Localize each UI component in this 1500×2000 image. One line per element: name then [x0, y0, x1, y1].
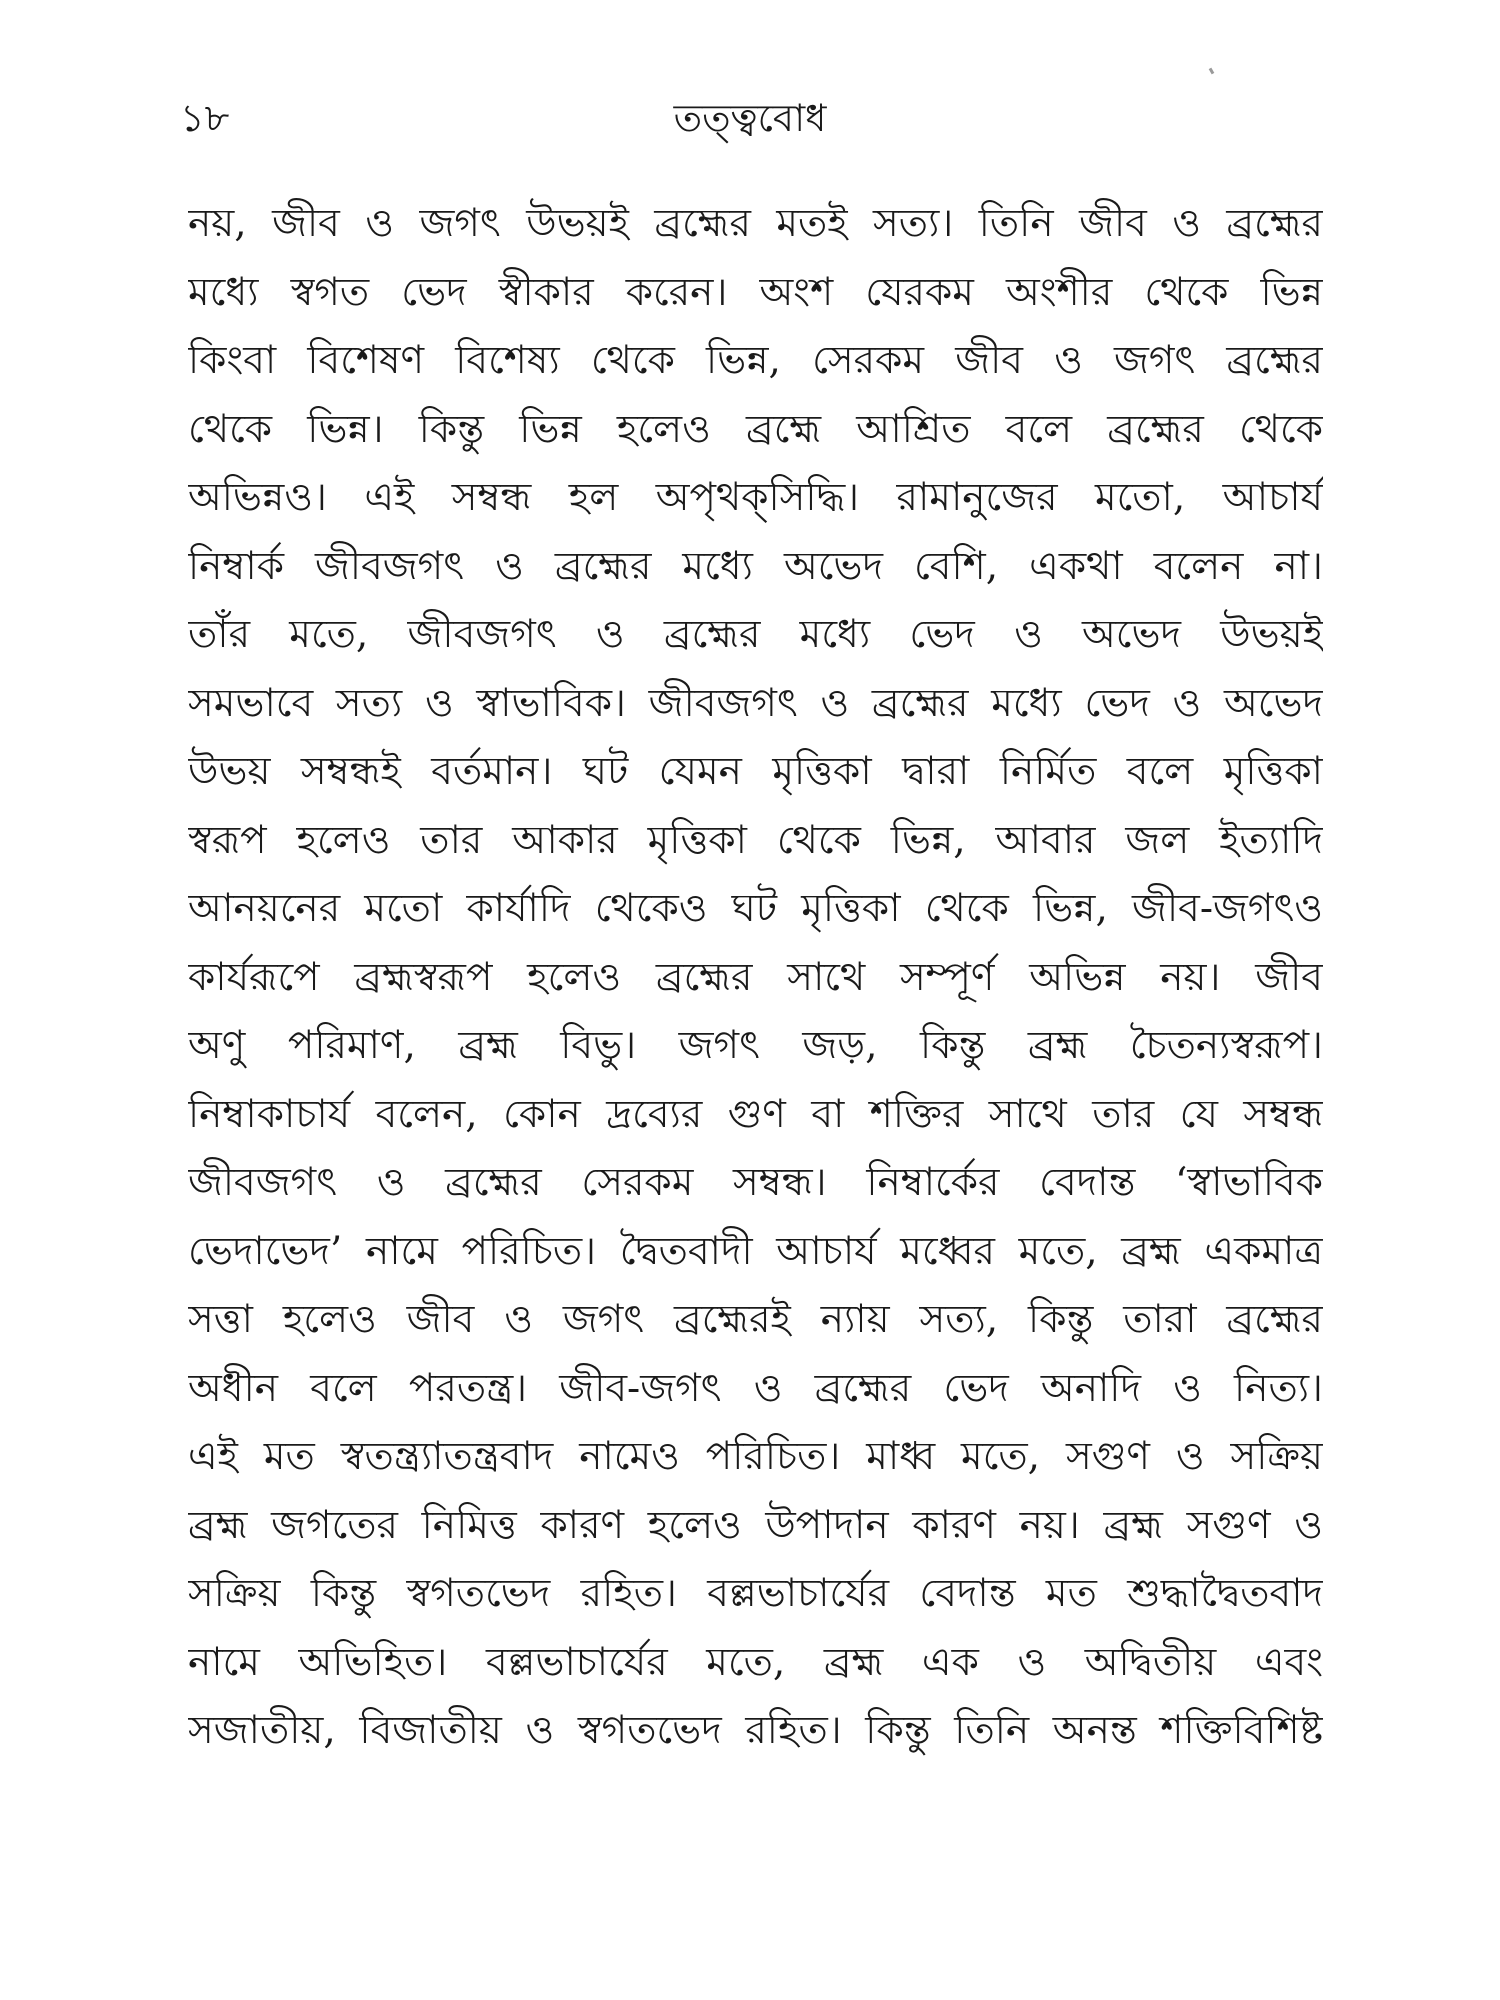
text-line: নয়, জীব ও জগৎ উভয়ই ব্রহ্মের মতই সত্য। তিনি জীব ও ব্রহ্মের [188, 201, 1323, 246]
text-line: অভিন্নও। এই সম্বন্ধ হল অপৃথক্‌সিদ্ধি। রামানুজের মতো, আচার্য [188, 475, 1323, 520]
text-line: থেকে ভিন্ন। কিন্তু ভিন্ন হলেও ব্রহ্মে আশ্রিত বলে ব্রহ্মের থেকে [188, 406, 1323, 452]
text-line: সজাতীয়, বিজাতীয় ও স্বগতভেদ রহিত। কিন্তু তিনি অনন্ত শক্তিবিশিষ্ট [188, 1708, 1323, 1753]
text-line: ভেদাভেদ’ নামে পরিচিত। দ্বৈতবাদী আচার্য মধ্বের মতে, ব্রহ্ম একমাত্র [188, 1228, 1323, 1274]
scan-speck [1209, 68, 1215, 75]
text-line: জীবজগৎ ও ব্রহ্মের সেরকম সম্বন্ধ। নিম্বার্কের বেদান্ত ‘স্বাভাবিক [188, 1160, 1323, 1205]
text-line: মধ্যে স্বগত ভেদ স্বীকার করেন। অংশ যেরকম অংশীর থেকে ভিন্ন [188, 269, 1323, 315]
text-line: কার্যরূপে ব্রহ্মস্বরূপ হলেও ব্রহ্মের সাথে সম্পূর্ণ অভিন্ন নয়। জীব [188, 954, 1323, 1000]
text-line: সমভাবে সত্য ও স্বাভাবিক। জীবজগৎ ও ব্রহ্মের মধ্যে ভেদ ও অভেদ [188, 680, 1323, 726]
text-line: এই মত স্বতন্ত্র্যাতন্ত্রবাদ নামেও পরিচিত। মাধ্ব মতে, সগুণ ও সক্রিয় [188, 1434, 1323, 1479]
page-header [180, 88, 1320, 148]
text-line: কিংবা বিশেষণ বিশেষ্য থেকে ভিন্ন, সেরকম জীব ও জগৎ ব্রহ্মের [188, 338, 1323, 383]
text-line: অণু পরিমাণ, ব্রহ্ম বিভু। জগৎ জড়, কিন্তু ব্রহ্ম চৈতন্যস্বরূপ। [188, 1023, 1323, 1068]
page-number: ১৮ [180, 96, 230, 140]
body-text [188, 190, 1323, 1766]
text-line: অধীন বলে পরতন্ত্র। জীব-জগৎ ও ব্রহ্মের ভেদ অনাদি ও নিত্য। [188, 1365, 1323, 1411]
text-line: সক্রিয় কিন্তু স্বগতভেদ রহিত। বল্লভাচার্যের বেদান্ত মত শুদ্ধাদ্বৈতবাদ [188, 1571, 1323, 1616]
text-line: নামে অভিহিত। বল্লভাচার্যের মতে, ব্রহ্ম এক ও অদ্বিতীয় এবং [188, 1639, 1323, 1685]
text-line: স্বরূপ হলেও তার আকার মৃত্তিকা থেকে ভিন্ন, আবার জল ইত্যাদি [188, 817, 1323, 863]
text-line: সত্তা হলেও জীব ও জগৎ ব্রহ্মেরই ন্যায় সত্য, কিন্তু তারা ব্রহ্মের [188, 1297, 1323, 1342]
running-title: তত্ত্ববোধ [673, 96, 827, 140]
text-line: উভয় সম্বন্ধই বর্তমান। ঘট যেমন মৃত্তিকা দ্বারা নির্মিত বলে মৃত্তিকা [188, 749, 1323, 794]
text-line: নিম্বাকাচার্য বলেন, কোন দ্রব্যের গুণ বা শক্তির সাথে তার যে সম্বন্ধ [188, 1091, 1323, 1137]
text-line: আনয়নের মতো কার্যাদি থেকেও ঘট মৃত্তিকা থেকে ভিন্ন, জীব-জগৎও [188, 886, 1323, 931]
text-line: তাঁর মতে, জীবজগৎ ও ব্রহ্মের মধ্যে ভেদ ও অভেদ উভয়ই [188, 612, 1323, 657]
text-line: নিম্বার্ক জীবজগৎ ও ব্রহ্মের মধ্যে অভেদ বেশি, একথা বলেন না। [188, 543, 1323, 589]
text-line: ব্রহ্ম জগতের নিমিত্ত কারণ হলেও উপাদান কারণ নয়। ব্রহ্ম সগুণ ও [188, 1502, 1323, 1548]
